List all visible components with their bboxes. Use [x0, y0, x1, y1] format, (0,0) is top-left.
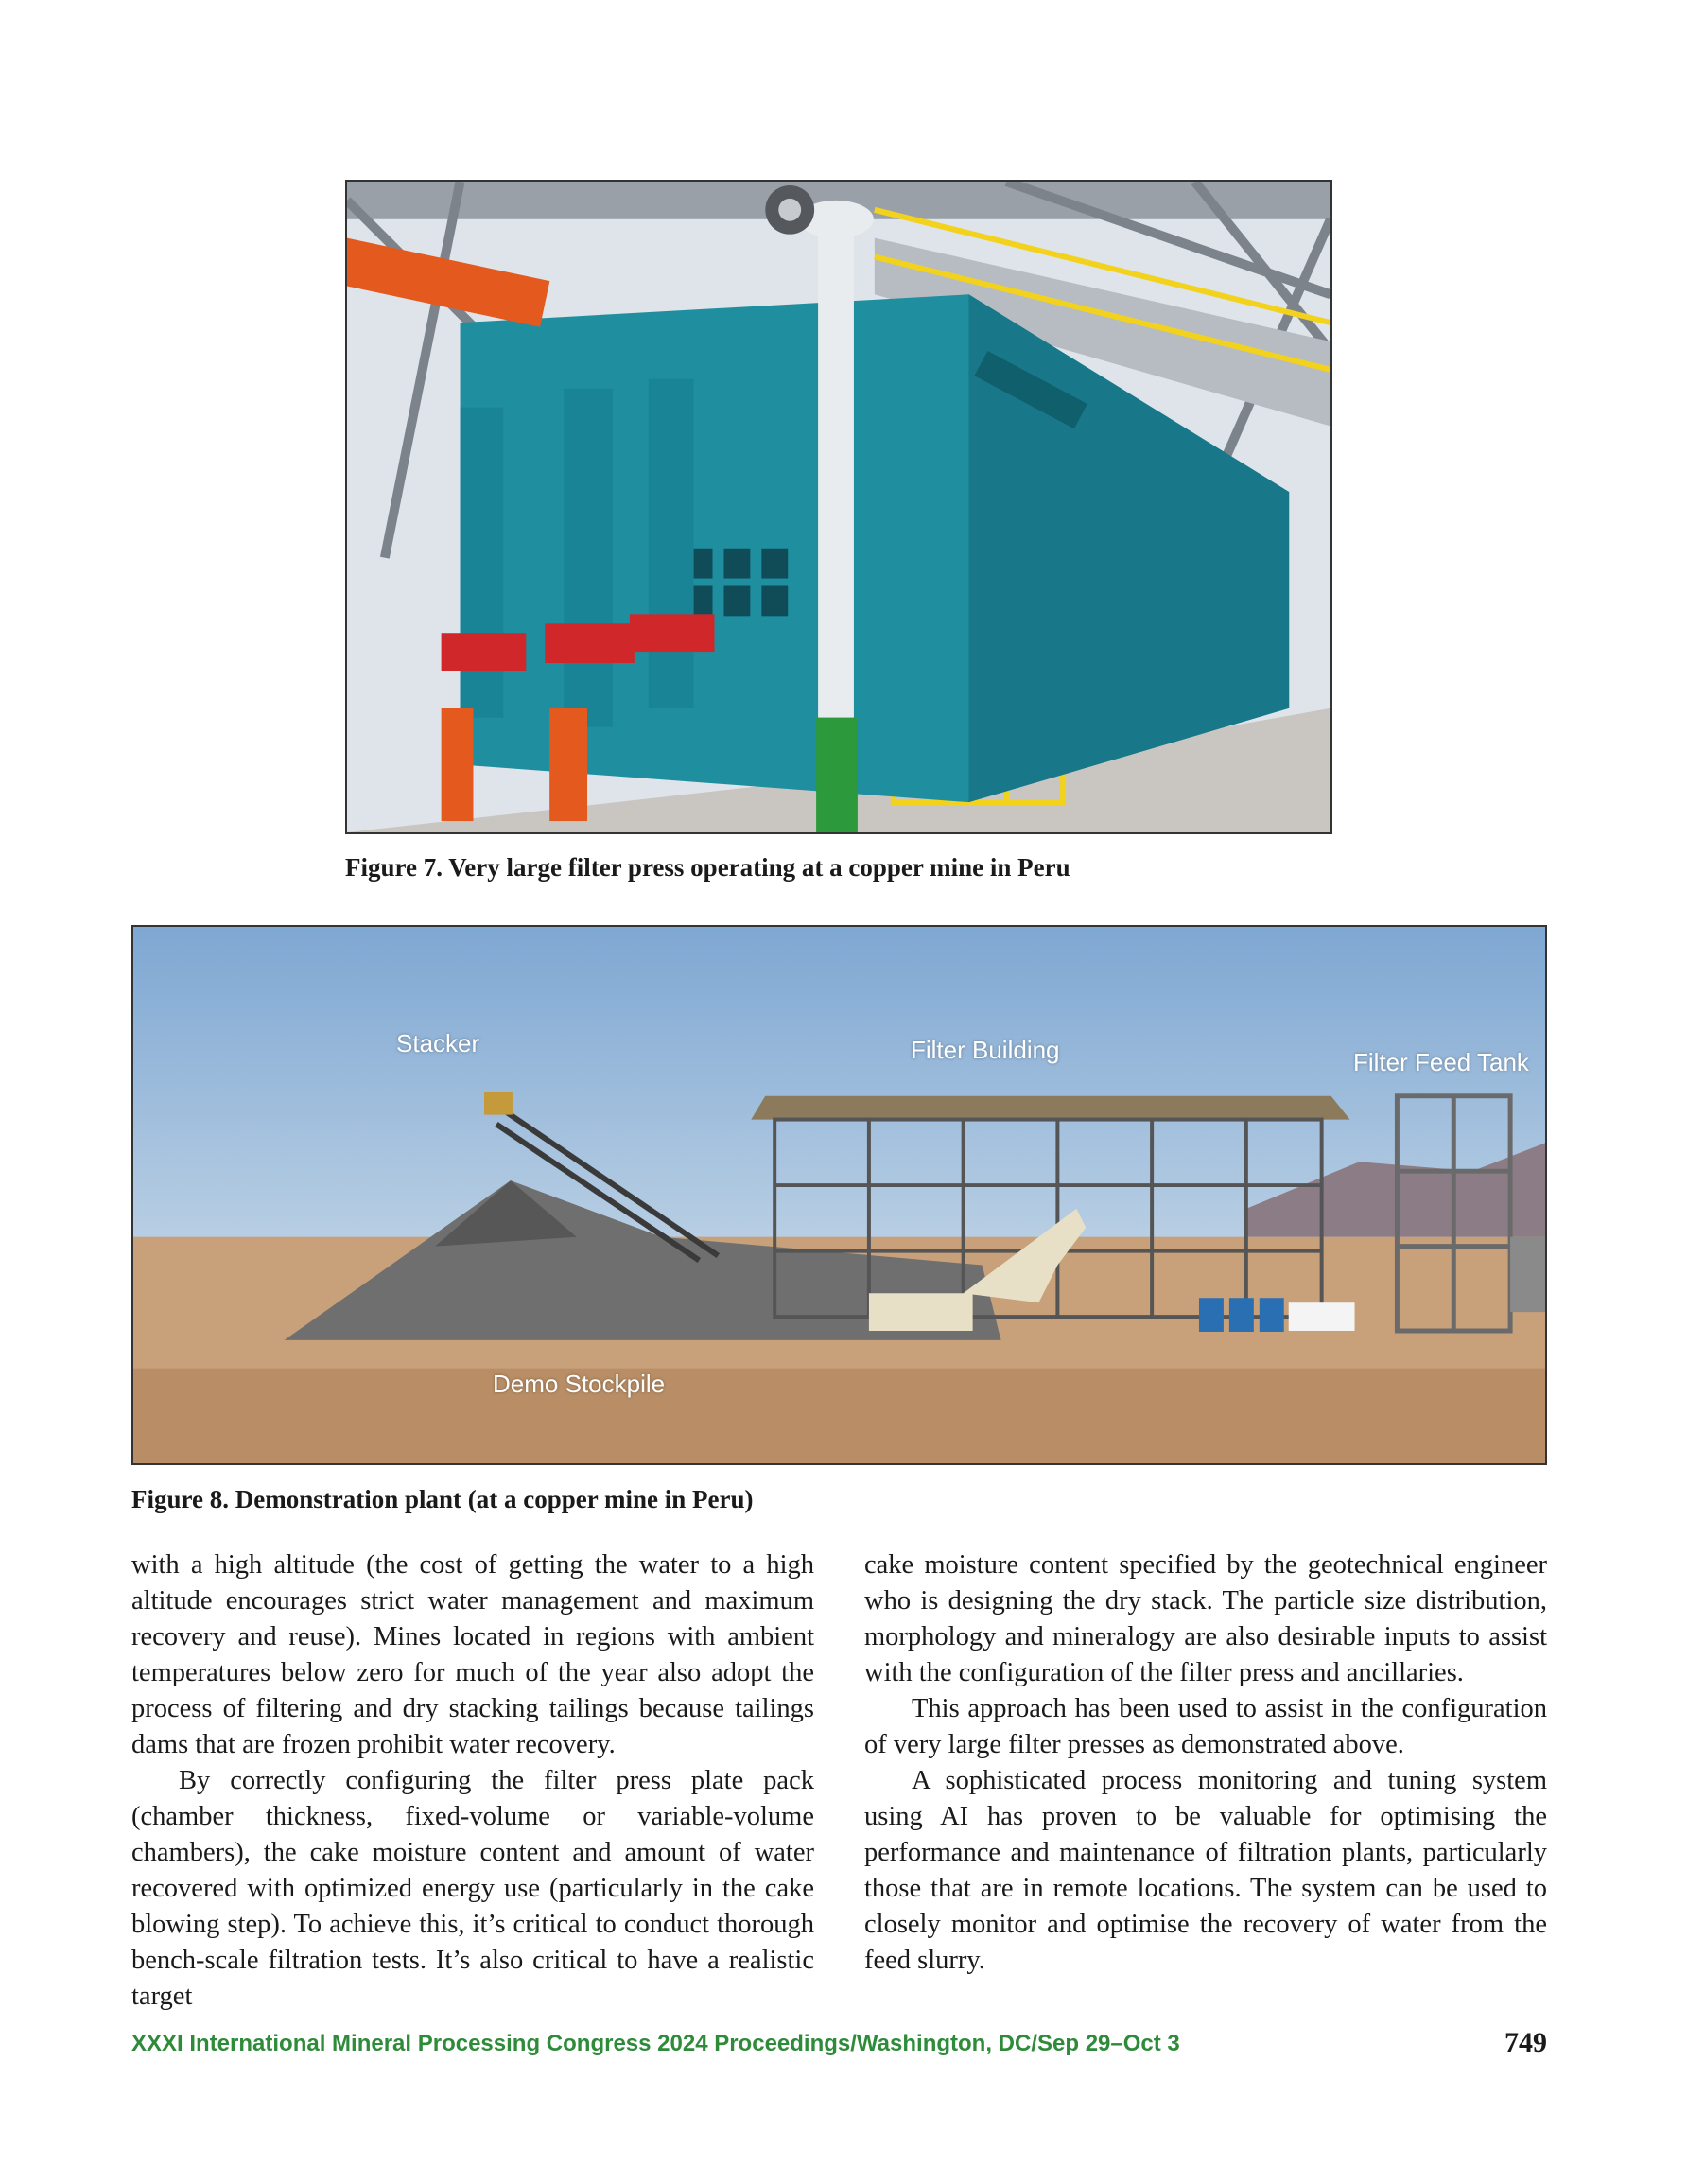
stacker-label: Stacker [396, 1029, 480, 1057]
filter-building-label: Filter Building [911, 1036, 1060, 1064]
page-footer [131, 2027, 1547, 2065]
conference-footer-text: XXXI International Mineral Processing Congress 2024 Proceedings/Washington, DC/Sep 29–Oct 3 [131, 2031, 1180, 2056]
filter-press-illustration [347, 182, 1330, 832]
body-paragraph: By correctly configuring the filter press plate pack (chamber thickness, fixed-volume or variable-volume chambers), the cake moisture content and amount of water recovered with optimized energy use (particularly in the cake blowing step). To achieve this, it’s critical to conduct thorough bench-scale filtration tests. It’s also critical to have a realistic target [131, 1766, 814, 2011]
body-paragraph: This approach has been used to assist in the configuration of very large filter presses as demonstrated above. [864, 1694, 1547, 1759]
demo-stockpile-label: Demo Stockpile [493, 1370, 666, 1398]
body-paragraph: cake moisture content specified by the geotechnical engineer who is designing the dry stack. The particle size distribution, morphology and mineralogy are also desirable inputs to assist with the configuration of the filter press and ancillaries. [864, 1550, 1547, 1687]
filter-feed-tank-label: Filter Feed Tank [1353, 1048, 1529, 1076]
body-paragraph: with a high altitude (the cost of getting the water to a high altitude encourages strict water management and maximum recovery and reuse). Mines located in regions with ambient temperatures below zero for much of the year also adopt the process of filtering and dry stacking tailings because tailings dams that are frozen prohibit water recovery. [131, 1550, 814, 1759]
body-column-right [864, 1547, 1547, 1979]
page-number: 749 [1504, 2027, 1547, 2058]
body-paragraph: A sophisticated process monitoring and tuning system using AI has proven to be valuable for optimising the performance and maintenance of filtration plants, particularly those that are in remote locations. The system can be used to closely monitor and optimise the recovery of water from the feed slurry. [864, 1766, 1547, 1975]
figure-7-photo [345, 180, 1332, 834]
demonstration-plant-illustration [133, 927, 1545, 1463]
figure-7-caption: Figure 7. Very large filter press operating at a copper mine in Peru [345, 853, 1070, 882]
body-column-left [131, 1547, 814, 2015]
figure-8-caption: Figure 8. Demonstration plant (at a copper mine in Peru) [131, 1485, 754, 1513]
figure-8-photo [131, 925, 1547, 1465]
